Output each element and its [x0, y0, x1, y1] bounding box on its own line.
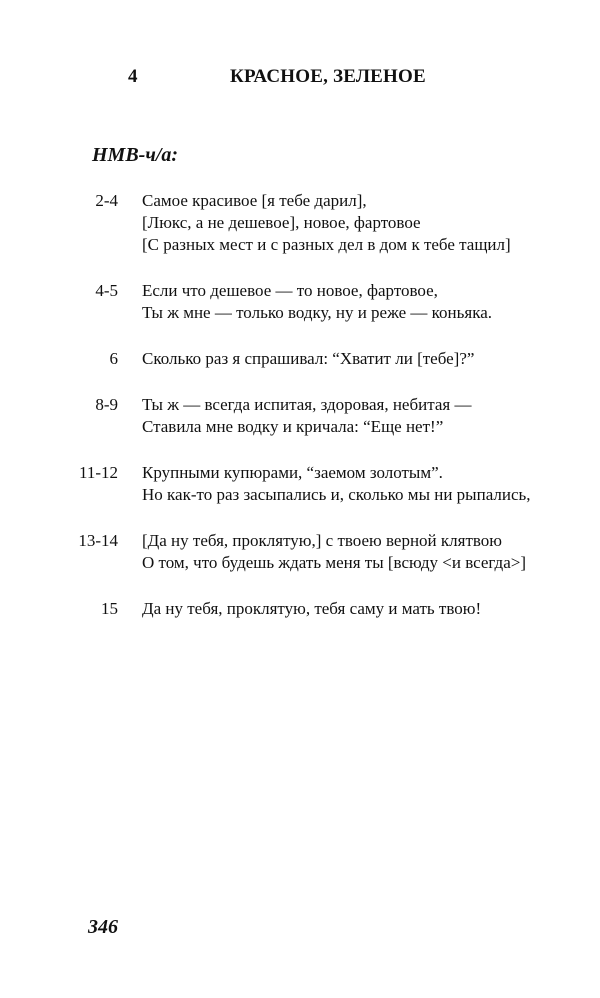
variant-block — [0, 530, 600, 574]
variant-text-line: Ты ж — всегда испитая, здоровая, небитая — — [142, 395, 472, 414]
variant-text-line: О том, что будешь ждать меня ты [всюду <и всегда>] — [142, 553, 526, 572]
variant-block — [0, 190, 600, 256]
variant-text-line: Ставила мне водку и кричала: “Еще нет!” — [142, 417, 444, 436]
variant-block — [0, 598, 600, 620]
variant-text-line: Крупными купюрами, “заемом золотым”. — [142, 463, 443, 482]
source-label: НМВ-ч/а: — [92, 144, 179, 166]
variant-line-number: 8-9 — [95, 395, 118, 414]
variant-block — [0, 348, 600, 370]
variant-text — [142, 190, 511, 256]
variant-block — [0, 462, 600, 506]
variant-line-number: 2-4 — [95, 191, 118, 210]
variant-text — [142, 462, 531, 506]
variant-text — [142, 348, 474, 370]
chapter-header — [0, 66, 600, 96]
variant-text-line: [Люкс, а не дешевое], новое, фартовое — [142, 213, 421, 232]
variant-text-line: [Да ну тебя, проклятую,] с твоею верной клятвою — [142, 531, 503, 550]
variant-text — [142, 598, 481, 620]
variant-text-line: Сколько раз я спрашивал: “Хватит ли [тебе]?” — [142, 349, 475, 368]
variant-text — [142, 394, 471, 438]
variant-text — [142, 280, 492, 324]
variant-text-line: Да ну тебя, проклятую, тебя саму и мать твою! — [142, 599, 482, 618]
variant-line-number: 4-5 — [95, 281, 118, 300]
variant-block — [0, 394, 600, 438]
variant-text — [142, 530, 526, 574]
variants-list — [0, 190, 600, 644]
chapter-number: 4 — [128, 66, 138, 87]
variant-text-line: Ты ж мне — только водку, ну и реже — коньяка. — [142, 303, 493, 322]
variant-text-line: [С разных мест и с разных дел в дом к тебе тащил] — [142, 235, 511, 254]
variant-text-line: Самое красивое [я тебе дарил], — [142, 191, 367, 210]
variant-line-number: 15 — [101, 599, 118, 618]
variant-line-number: 6 — [109, 349, 118, 368]
variant-block — [0, 280, 600, 324]
variant-line-number: 11-12 — [78, 463, 118, 482]
variant-line-number: 13-14 — [78, 531, 118, 550]
page-number: 346 — [88, 916, 118, 938]
variant-text-line: Если что дешевое — то новое, фартовое, — [142, 281, 438, 300]
chapter-title: КРАСНОЕ, ЗЕЛЕНОЕ — [230, 66, 426, 87]
variant-text-line: Но как-то раз засыпались и, сколько мы ни рыпались, — [142, 485, 531, 504]
